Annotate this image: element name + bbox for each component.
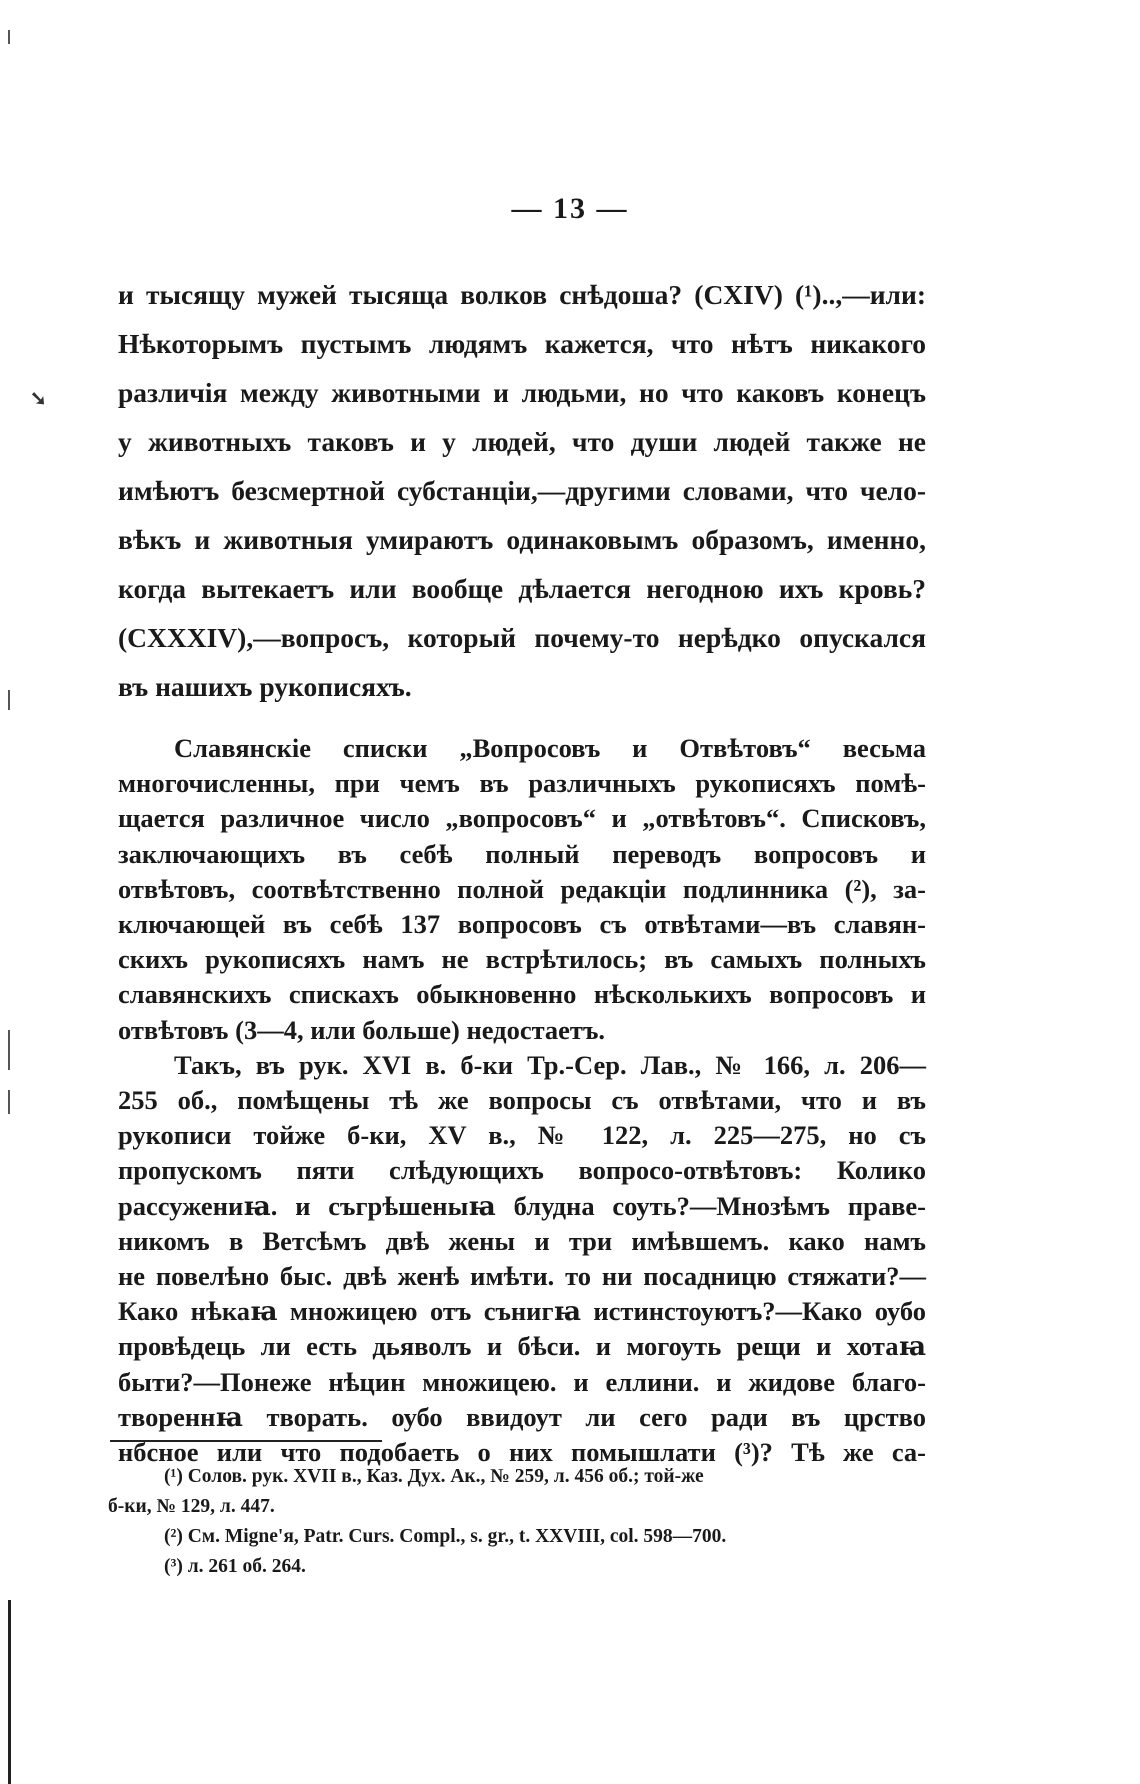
text-line: нбсное или что подобаеть о них помышлати (³)? Тѣ же са- bbox=[118, 1437, 926, 1468]
text-line: Нѣкоторымъ пустымъ людямъ кажется, что нѣтъ никакого bbox=[118, 328, 926, 359]
text-line: вѣкъ и животныя умираютъ одинаковымъ образомъ, именно, bbox=[118, 524, 926, 555]
scan-margin-mark bbox=[8, 1090, 10, 1114]
text-line: быти?—Понеже нѣцин множицею. и еллини. и жидове благо- bbox=[118, 1366, 926, 1397]
footnote-2: (²) См. Migne'я, Patr. Curs. Compl., s. gr., t. XXVIII, col. 598—700. bbox=[164, 1526, 727, 1547]
scan-speck-arrow-icon: ➘ bbox=[30, 388, 47, 410]
footnote-1: (¹) Солов. рук. XVII в., Каз. Дух. Ак., № 259, л. 456 об.; той-же bbox=[164, 1466, 704, 1487]
scan-margin-mark bbox=[8, 30, 10, 44]
text-line: въ нашихъ рукописяхъ. bbox=[118, 671, 412, 702]
footnote-divider bbox=[110, 1440, 382, 1442]
text-line: провѣдець ли есть дьяволъ и бѣси. и могоуть рещи и хотаꙗ bbox=[118, 1331, 926, 1362]
scan-margin-mark bbox=[8, 1600, 11, 1784]
text-line: 255 об., помѣщены тѣ же вопросы съ отвѣтами, что и въ bbox=[118, 1085, 926, 1116]
page-number: — 13 — bbox=[511, 192, 629, 225]
paragraph-questions-continuation bbox=[118, 270, 926, 711]
text-line: у животныхъ таковъ и у людей, что души людей также не bbox=[118, 426, 926, 457]
text-line: заключающихъ въ себѣ полный переводъ вопросовъ и bbox=[118, 838, 926, 869]
text-line: ключающей въ себѣ 137 вопросовъ съ отвѣтами—въ славян- bbox=[118, 909, 926, 940]
text-line: рассужениꙗ. и съгрѣшеныꙗ блудна соуть?—Мнозѣмъ праве- bbox=[118, 1190, 926, 1221]
text-line: Како нѣкаꙗ множицею отъ сънигꙗ истинстоуютъ?—Како оубо bbox=[118, 1296, 926, 1327]
footnote-3: (³) л. 261 об. 264. bbox=[164, 1556, 306, 1577]
text-line: имѣютъ безсмертной субстанціи,—другими словами, что чело- bbox=[118, 475, 926, 506]
text-line: не повелѣно быс. двѣ женѣ имѣти. то ни посадницю стяжати?— bbox=[118, 1261, 926, 1292]
text-line: скихъ рукописяхъ намъ не встрѣтилось; въ самыхъ полныхъ bbox=[118, 944, 926, 975]
scan-margin-mark bbox=[8, 1030, 10, 1070]
text-line: отвѣтовъ (3—4, или больше) недостаетъ. bbox=[118, 1014, 606, 1045]
paragraph-slavonic-lists bbox=[118, 731, 926, 1470]
text-line: пропускомъ пяти слѣдующихъ вопросо-отвѣтовъ: Колико bbox=[118, 1155, 926, 1186]
footnote-1-continuation: б-ки, № 129, л. 447. bbox=[108, 1496, 275, 1517]
text-line: Такъ, въ рук. XVI в. б-ки Тр.-Сер. Лав., № 166, л. 206— bbox=[174, 1049, 926, 1080]
text-line: (CXXXIV),—вопросъ, который почему-то нерѣдко опускался bbox=[118, 622, 926, 653]
text-line: отвѣтовъ, соотвѣтственно полной редакціи подлинника (²), за- bbox=[118, 873, 926, 904]
text-line: никомъ в Ветсѣмъ двѣ жены и три имѣвшемъ. како намъ bbox=[118, 1225, 926, 1256]
text-line: твореннꙗ творать. оубо ввидоут ли сего ради въ црство bbox=[118, 1401, 926, 1432]
text-line: славянскихъ спискахъ обыкновенно нѣсколькихъ вопросовъ и bbox=[118, 979, 926, 1010]
footnotes bbox=[108, 1462, 924, 1582]
text-line: многочисленны, при чемъ въ различныхъ рукописяхъ помѣ- bbox=[118, 768, 926, 799]
text-line: рукописи тойже б-ки, XV в., № 122, л. 225—275, но съ bbox=[118, 1120, 926, 1151]
scan-margin-mark bbox=[8, 690, 10, 710]
text-line: когда вытекаетъ или вообще дѣлается негодною ихъ кровь? bbox=[118, 573, 926, 604]
text-line: щается различное число „вопросовъ“ и „отвѣтовъ“. Списковъ, bbox=[118, 803, 926, 834]
text-line: и тысящу мужей тысяща волков снѣдоша? (CXIV) (¹)..,—или: bbox=[118, 279, 926, 310]
text-line: Славянскіе списки „Вопросовъ и Отвѣтовъ“ весьма bbox=[174, 733, 926, 763]
text-line: различія между животными и людьми, но что каковъ конецъ bbox=[118, 377, 926, 408]
